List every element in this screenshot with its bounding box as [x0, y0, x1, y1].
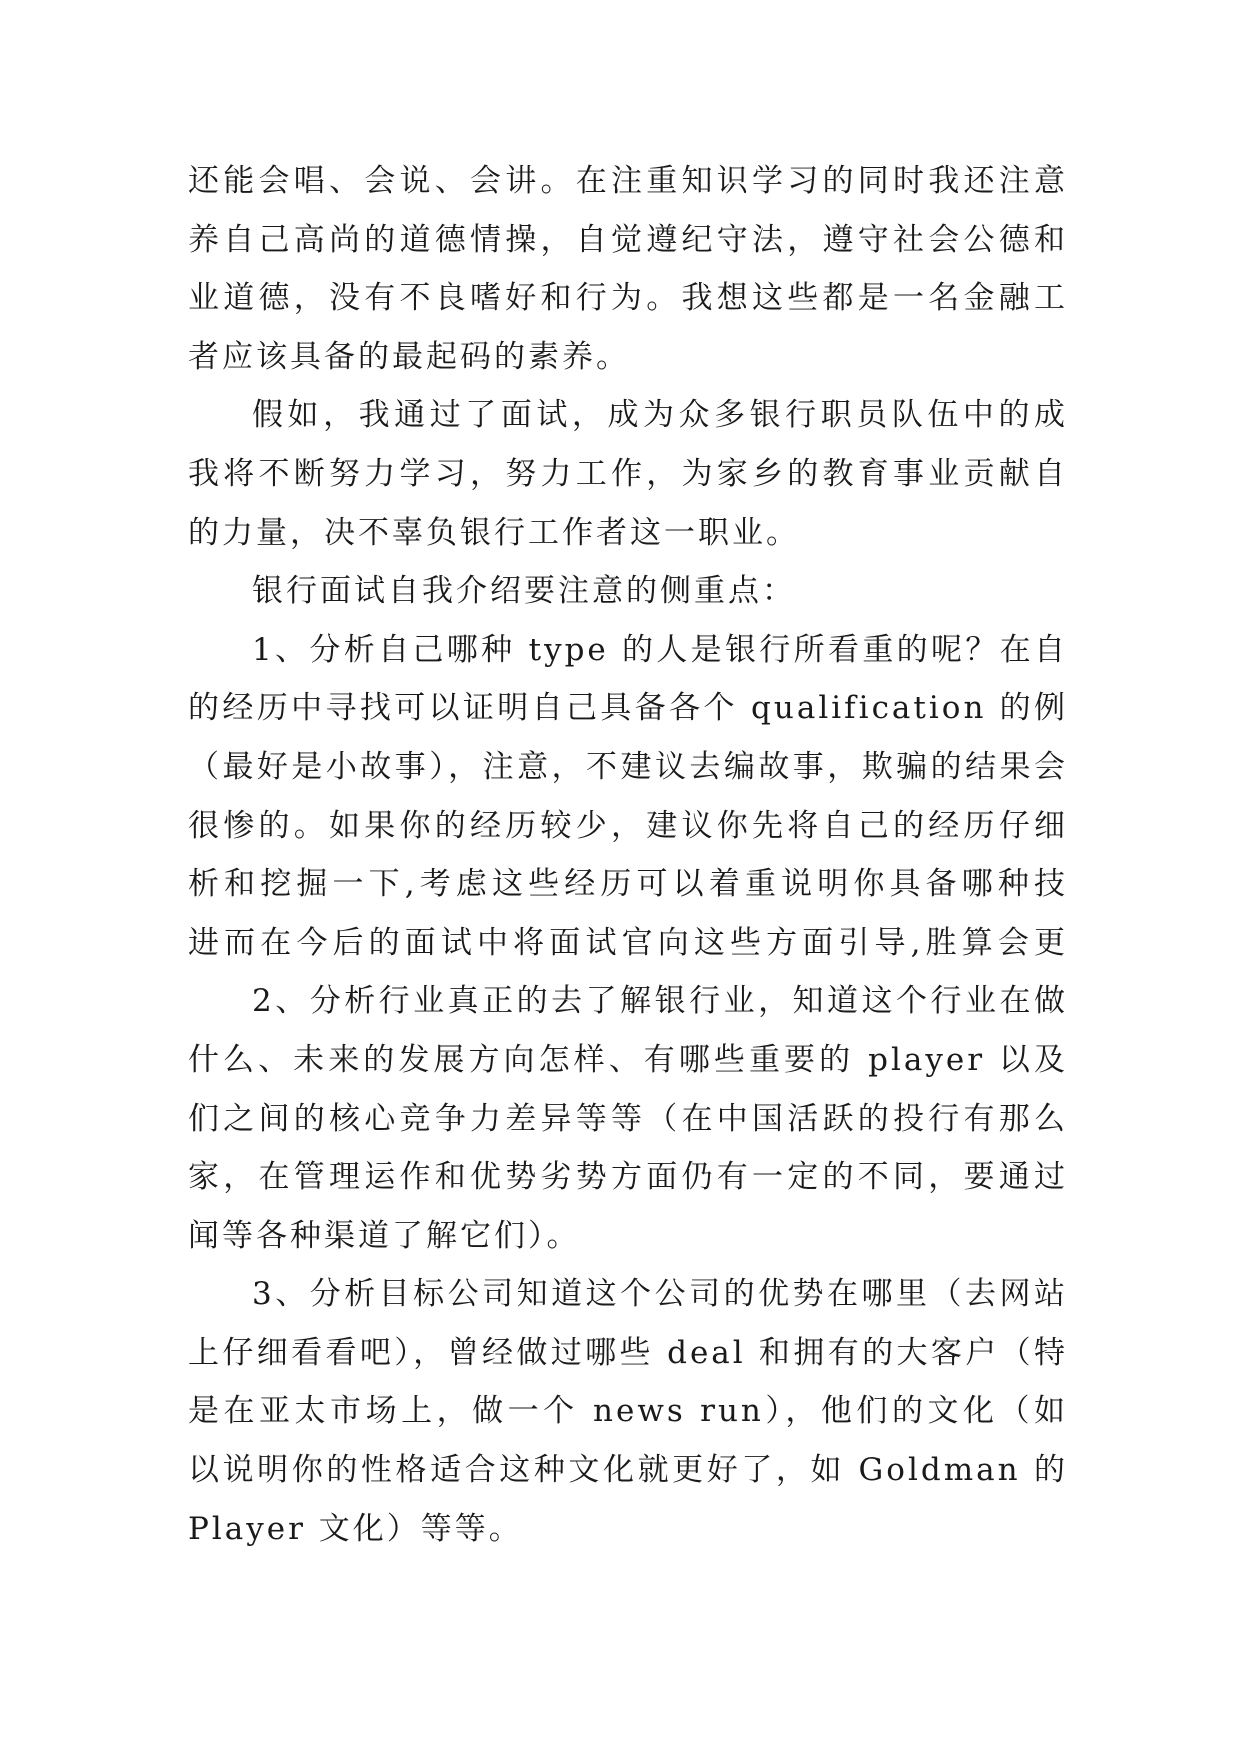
text-line: 家，在管理运作和优势劣势方面仍有一定的不同，要通过 [188, 1159, 1068, 1196]
text-line: 闻等各种渠道了解它们）。 [188, 1217, 581, 1254]
text-line: Player 文化）等等。 [188, 1510, 523, 1547]
text-line: 3、分析目标公司知道这个公司的优势在哪里（去网站 [252, 1276, 1068, 1313]
document-body [188, 152, 1068, 1558]
text-line: 上仔细看看吧），曾经做过哪些 deal 和拥有的大客户（特 [188, 1334, 1068, 1371]
text-line: （最好是小故事），注意，不建议去编故事，欺骗的结果会 [188, 748, 1068, 785]
text-line: 的经历中寻找可以证明自己具备各个 qualification 的例 [188, 690, 1068, 727]
text-line: 养自己高尚的道德情操，自觉遵纪守法，遵守社会公德和 [188, 221, 1068, 258]
text-line: 是在亚太市场上，做一个 news run），他们的文化（如 [188, 1393, 1068, 1430]
text-line: 以说明你的性格适合这种文化就更好了，如 Goldman 的 [188, 1452, 1068, 1489]
text-line: 们之间的核心竞争力差异等等（在中国活跃的投行有那么 [188, 1100, 1068, 1137]
text-line: 还能会唱、会说、会讲。在注重知识学习的同时我还注意 [188, 163, 1068, 199]
text-line: 2、分析行业真正的去了解银行业，知道这个行业在做 [252, 983, 1068, 1020]
text-line: 假如，我通过了面试，成为众多银行职员队伍中的成 [252, 397, 1068, 434]
text-line: 我将不断努力学习，努力工作，为家乡的教育事业贡献自 [188, 455, 1068, 492]
text-line: 析和挖掘一下,考虑这些经历可以着重说明你具备哪种技 [188, 866, 1068, 903]
text-line: 很惨的。如果你的经历较少，建议你先将自己的经历仔细 [188, 807, 1068, 844]
text-line: 者应该具备的最起码的素养。 [188, 338, 630, 375]
text-line: 银行面试自我介绍要注意的侧重点： [252, 573, 796, 610]
text-line: 的力量，决不辜负银行工作者这一职业。 [188, 514, 800, 551]
text-line: 业道德，没有不良嗜好和行为。我想这些都是一名金融工 [188, 280, 1068, 317]
text-line: 1、分析自己哪种 type 的人是银行所看重的呢？在自 [252, 631, 1068, 668]
text-line: 什么、未来的发展方向怎样、有哪些重要的 player 以及 [188, 1041, 1068, 1078]
text-line: 进而在今后的面试中将面试官向这些方面引导,胜算会更 [188, 924, 1068, 961]
